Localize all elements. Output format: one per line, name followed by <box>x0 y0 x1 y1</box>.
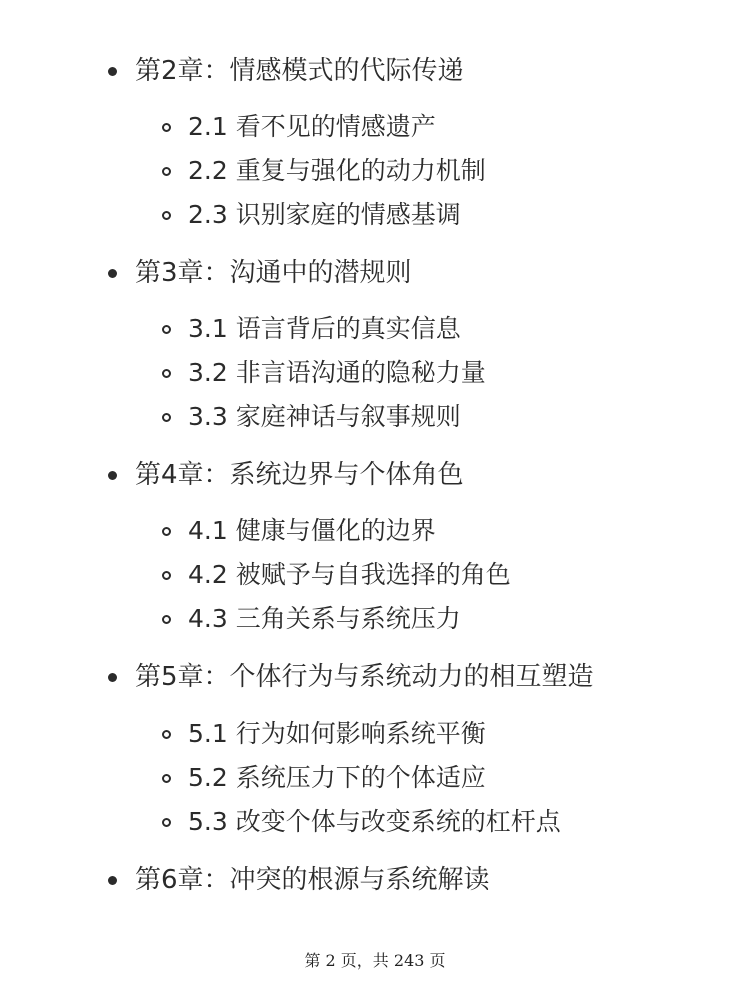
chapter-item <box>108 657 594 697</box>
section-item <box>162 397 461 437</box>
chapter-item <box>108 51 464 91</box>
bullet-circle <box>162 730 171 739</box>
bullet-circle <box>162 211 171 220</box>
bullet-circle <box>162 325 171 334</box>
section-item <box>162 353 486 393</box>
chapter-title: 第6章：冲突的根源与系统解读 <box>135 865 490 895</box>
bullet-circle <box>162 818 171 827</box>
section-title: 5.1 行为如何影响系统平衡 <box>188 719 486 748</box>
section-item <box>162 555 511 595</box>
chapter-title: 第3章：沟通中的潜规则 <box>135 258 412 288</box>
section-title: 4.1 健康与僵化的边界 <box>188 516 436 545</box>
bullet-circle <box>162 413 171 422</box>
chapter-item <box>108 253 412 293</box>
bullet-circle <box>162 369 171 378</box>
section-item <box>162 107 436 147</box>
section-title: 5.2 系统压力下的个体适应 <box>188 763 486 792</box>
section-item <box>162 714 486 754</box>
section-title: 4.3 三角关系与系统压力 <box>188 604 461 633</box>
section-item <box>162 151 486 191</box>
bullet-dot <box>108 876 117 885</box>
chapter-item <box>108 455 464 495</box>
bullet-circle <box>162 774 171 783</box>
section-item <box>162 511 436 551</box>
bullet-circle <box>162 167 171 176</box>
section-title: 3.2 非言语沟通的隐秘力量 <box>188 358 486 387</box>
section-item <box>162 802 561 842</box>
section-item <box>162 309 461 349</box>
section-item <box>162 599 461 639</box>
bullet-circle <box>162 123 171 132</box>
bullet-circle <box>162 527 171 536</box>
section-title: 4.2 被赋予与自我选择的角色 <box>188 560 511 589</box>
section-title: 2.1 看不见的情感遗产 <box>188 112 436 141</box>
section-title: 3.1 语言背后的真实信息 <box>188 314 461 343</box>
section-title: 3.3 家庭神话与叙事规则 <box>188 402 461 431</box>
chapter-title: 第4章：系统边界与个体角色 <box>135 460 464 490</box>
bullet-circle <box>162 571 171 580</box>
section-title: 2.2 重复与强化的动力机制 <box>188 156 486 185</box>
bullet-dot <box>108 269 117 278</box>
bullet-dot <box>108 67 117 76</box>
chapter-title: 第5章：个体行为与系统动力的相互塑造 <box>135 662 594 692</box>
bullet-dot <box>108 673 117 682</box>
section-title: 2.3 识别家庭的情感基调 <box>188 200 461 229</box>
section-title: 5.3 改变个体与改变系统的杠杆点 <box>188 807 561 836</box>
chapter-title: 第2章：情感模式的代际传递 <box>135 56 464 86</box>
section-item <box>162 758 486 798</box>
bullet-dot <box>108 471 117 480</box>
bullet-circle <box>162 615 171 624</box>
section-item <box>162 195 461 235</box>
chapter-item <box>108 860 490 900</box>
page-footer: 第 2 页，共 243 页 <box>304 951 446 970</box>
